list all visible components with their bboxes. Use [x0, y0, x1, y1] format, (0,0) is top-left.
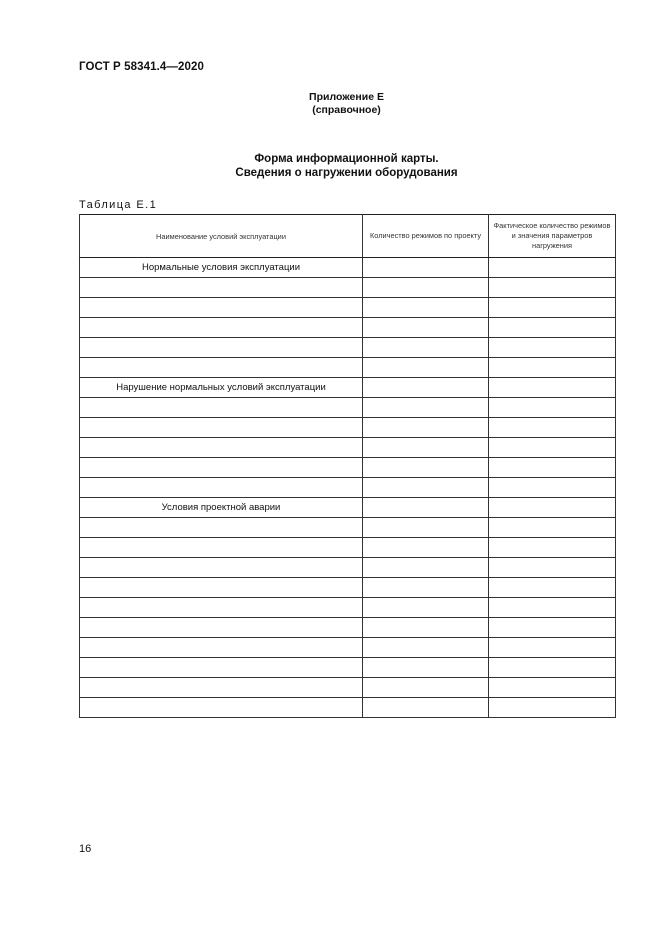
cell-actual-modes: [489, 478, 616, 498]
cell-planned-modes: [363, 518, 489, 538]
cell-condition-name: [80, 538, 363, 558]
cell-condition-name: [80, 438, 363, 458]
table-row: [80, 538, 616, 558]
form-title-line-2: Сведения о нагружении оборудования: [235, 167, 458, 179]
cell-condition-name: [80, 458, 363, 478]
cell-condition-name: [80, 698, 363, 718]
cell-condition-name: Условия проектной аварии: [80, 498, 363, 518]
cell-planned-modes: [363, 578, 489, 598]
table-row: [80, 638, 616, 658]
cell-condition-name: [80, 478, 363, 498]
appendix-title: Приложение Е: [309, 91, 384, 103]
cell-condition-name: [80, 558, 363, 578]
cell-condition-name: [80, 338, 363, 358]
cell-actual-modes: [489, 658, 616, 678]
table-row: [80, 438, 616, 458]
form-title: [0, 152, 661, 180]
cell-condition-name: [80, 598, 363, 618]
cell-planned-modes: [363, 538, 489, 558]
cell-condition-name: [80, 358, 363, 378]
header-actual-modes: Фактическое количество режимов и значения параметров нагружения: [489, 215, 616, 258]
cell-actual-modes: [489, 618, 616, 638]
table-body: [80, 258, 616, 718]
cell-condition-name: [80, 318, 363, 338]
cell-planned-modes: [363, 458, 489, 478]
cell-actual-modes: [489, 498, 616, 518]
cell-planned-modes: [363, 358, 489, 378]
cell-actual-modes: [489, 638, 616, 658]
cell-condition-name: [80, 638, 363, 658]
table-row: [80, 278, 616, 298]
table-row: [80, 598, 616, 618]
cell-condition-name: [80, 398, 363, 418]
cell-actual-modes: [489, 438, 616, 458]
cell-condition-name: [80, 578, 363, 598]
table-row: [80, 478, 616, 498]
page-number: 16: [79, 843, 92, 855]
cell-planned-modes: [363, 678, 489, 698]
table-row: [80, 378, 616, 398]
cell-condition-name: Нормальные условия эксплуатации: [80, 258, 363, 278]
cell-planned-modes: [363, 558, 489, 578]
form-title-line-1: Форма информационной карты.: [254, 153, 439, 165]
cell-actual-modes: [489, 418, 616, 438]
header-planned-modes: Количество режимов по проекту: [363, 215, 489, 258]
document-standard-code: ГОСТ Р 58341.4—2020: [79, 61, 204, 73]
cell-planned-modes: [363, 658, 489, 678]
cell-planned-modes: [363, 378, 489, 398]
cell-actual-modes: [489, 258, 616, 278]
table-row: [80, 558, 616, 578]
cell-actual-modes: [489, 698, 616, 718]
cell-actual-modes: [489, 558, 616, 578]
cell-actual-modes: [489, 378, 616, 398]
table-row: [80, 698, 616, 718]
cell-planned-modes: [363, 478, 489, 498]
table-row: [80, 678, 616, 698]
table-row: [80, 618, 616, 638]
table-row: [80, 398, 616, 418]
cell-actual-modes: [489, 518, 616, 538]
cell-planned-modes: [363, 638, 489, 658]
table-row: [80, 458, 616, 478]
table-row: [80, 338, 616, 358]
cell-actual-modes: [489, 278, 616, 298]
cell-planned-modes: [363, 258, 489, 278]
cell-planned-modes: [363, 398, 489, 418]
cell-condition-name: [80, 278, 363, 298]
cell-actual-modes: [489, 678, 616, 698]
table-row: [80, 518, 616, 538]
cell-actual-modes: [489, 318, 616, 338]
table-row: [80, 578, 616, 598]
appendix-heading: [0, 91, 661, 117]
cell-planned-modes: [363, 498, 489, 518]
cell-planned-modes: [363, 598, 489, 618]
cell-planned-modes: [363, 438, 489, 458]
table-row: [80, 658, 616, 678]
cell-condition-name: [80, 298, 363, 318]
table-row: [80, 498, 616, 518]
table-row: [80, 418, 616, 438]
table-row: [80, 298, 616, 318]
cell-actual-modes: [489, 358, 616, 378]
cell-actual-modes: [489, 598, 616, 618]
cell-actual-modes: [489, 578, 616, 598]
table-row: [80, 258, 616, 278]
cell-actual-modes: [489, 538, 616, 558]
cell-actual-modes: [489, 398, 616, 418]
cell-planned-modes: [363, 698, 489, 718]
cell-condition-name: [80, 618, 363, 638]
table-row: [80, 358, 616, 378]
appendix-type: (справочное): [312, 104, 381, 116]
cell-condition-name: [80, 418, 363, 438]
cell-condition-name: [80, 658, 363, 678]
header-operating-conditions: Наименование условий эксплуатации: [80, 215, 363, 258]
cell-planned-modes: [363, 278, 489, 298]
load-data-table: [79, 214, 616, 718]
cell-actual-modes: [489, 338, 616, 358]
table-caption: Таблица Е.1: [79, 199, 158, 211]
cell-actual-modes: [489, 458, 616, 478]
cell-actual-modes: [489, 298, 616, 318]
cell-planned-modes: [363, 298, 489, 318]
cell-planned-modes: [363, 618, 489, 638]
cell-planned-modes: [363, 338, 489, 358]
table-row: [80, 318, 616, 338]
table-header-row: [80, 215, 616, 258]
cell-condition-name: Нарушение нормальных условий эксплуатации: [80, 378, 363, 398]
cell-condition-name: [80, 678, 363, 698]
cell-planned-modes: [363, 418, 489, 438]
cell-condition-name: [80, 518, 363, 538]
cell-planned-modes: [363, 318, 489, 338]
